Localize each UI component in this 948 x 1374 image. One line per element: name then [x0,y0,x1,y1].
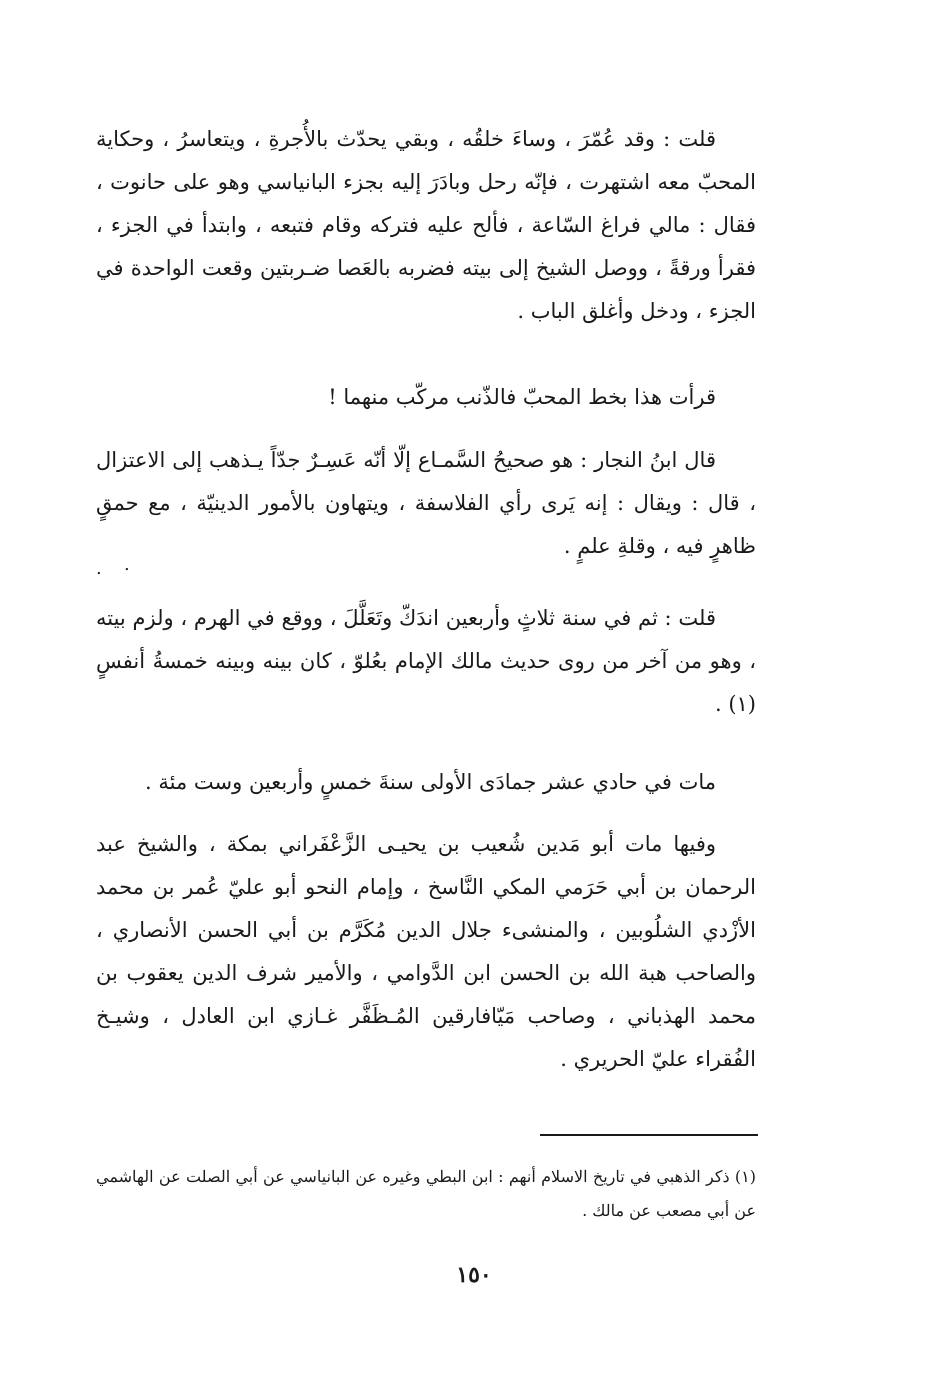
footnote-divider [540,1134,758,1136]
paragraph-6: وفيها مات أبو مَدين شُعيب بن يحيـى الزَّعْفَراني بمكة ، والشيخ عبد الرحمان بن أبي حَرَمي المكي النَّاسخ ، وإمام النحو أبو عليّ عُمر بن محمد الأزْدي الشلُوبين ، والمنشىء جلال الدين مُكَرَّم بن أبي الحسن الأنصاري ، والصاحب هبة الله بن الحسن ابن الدَّوامي ، والأمير شرف الدين يعقوب بن محمد الهذباني ، وصاحب مَيّافارقين المُـظَفَّر غـازي ابن العادل ، وشيـخ الفُقراء عليّ الحريري . [96,832,756,1071]
page-number: ١٥٠ [456,1262,492,1288]
stray-mark: . [124,554,130,575]
paragraph-2: قرأت هذا بخط المحبّ فالذّنب مركّب منهما ! [328,385,716,409]
paragraph-5: مات في حادي عشر جمادَى الأولى سنةَ خمسٍ وأربعين وست مئة . [145,770,716,794]
stray-mark: . [96,558,102,579]
paragraph-3: قال ابنُ النجار : هو صحيحُ السَّمـاع إلّا أنّه عَسِـرٌ جدّاً يـذهب إلى الاعتزال ، قال : ويقال : إنه يَرى رأي الفلاسفة ، ويتهاون بالأمور الدينيّة ، مع حمقٍ ظاهرٍ فيه ، وقلةِ علمٍ . [96,448,756,558]
footnote: (١) ذكر الذهبي في تاريخ الاسلام أنهم : ابن البطي وغيره عن البانياسي عن أبي الصلت عن الهاشمي عن أبي مصعب عن مالك . [96,1167,756,1220]
paragraph-4: قلت : ثم في سنة ثلاثٍ وأربعين اندَكّ وتَعَلَّلَ ، ووقع في الهرم ، ولزم بيته ، وهو من آخر من روى حديث مالك الإمام بعُلوّ ، كان بينه وبينه خمسةُ أنفسٍ (١) . [96,606,756,716]
paragraph-1: قلت : وقد عُمّرَ ، وساءَ خلقُه ، وبقي يحدّث بالأُجرةِ ، ويتعاسرُ ، وحكاية المحبّ معه اشتهرت ، فإنّه رحل وبادَرَ إليه بجزء البانياسي وهو على حانوت ، فقال : مالي فراغ السّاعة ، فألح عليه فتركه وقام فتبعه ، وابتدأ في الجزء ، فقرأ ورقةً ، ووصل الشيخ إلى بيته فضربه بالعَصا ضـربتين وقعت الواحدة في الجزء ، ودخل وأغلق الباب . [96,127,757,323]
